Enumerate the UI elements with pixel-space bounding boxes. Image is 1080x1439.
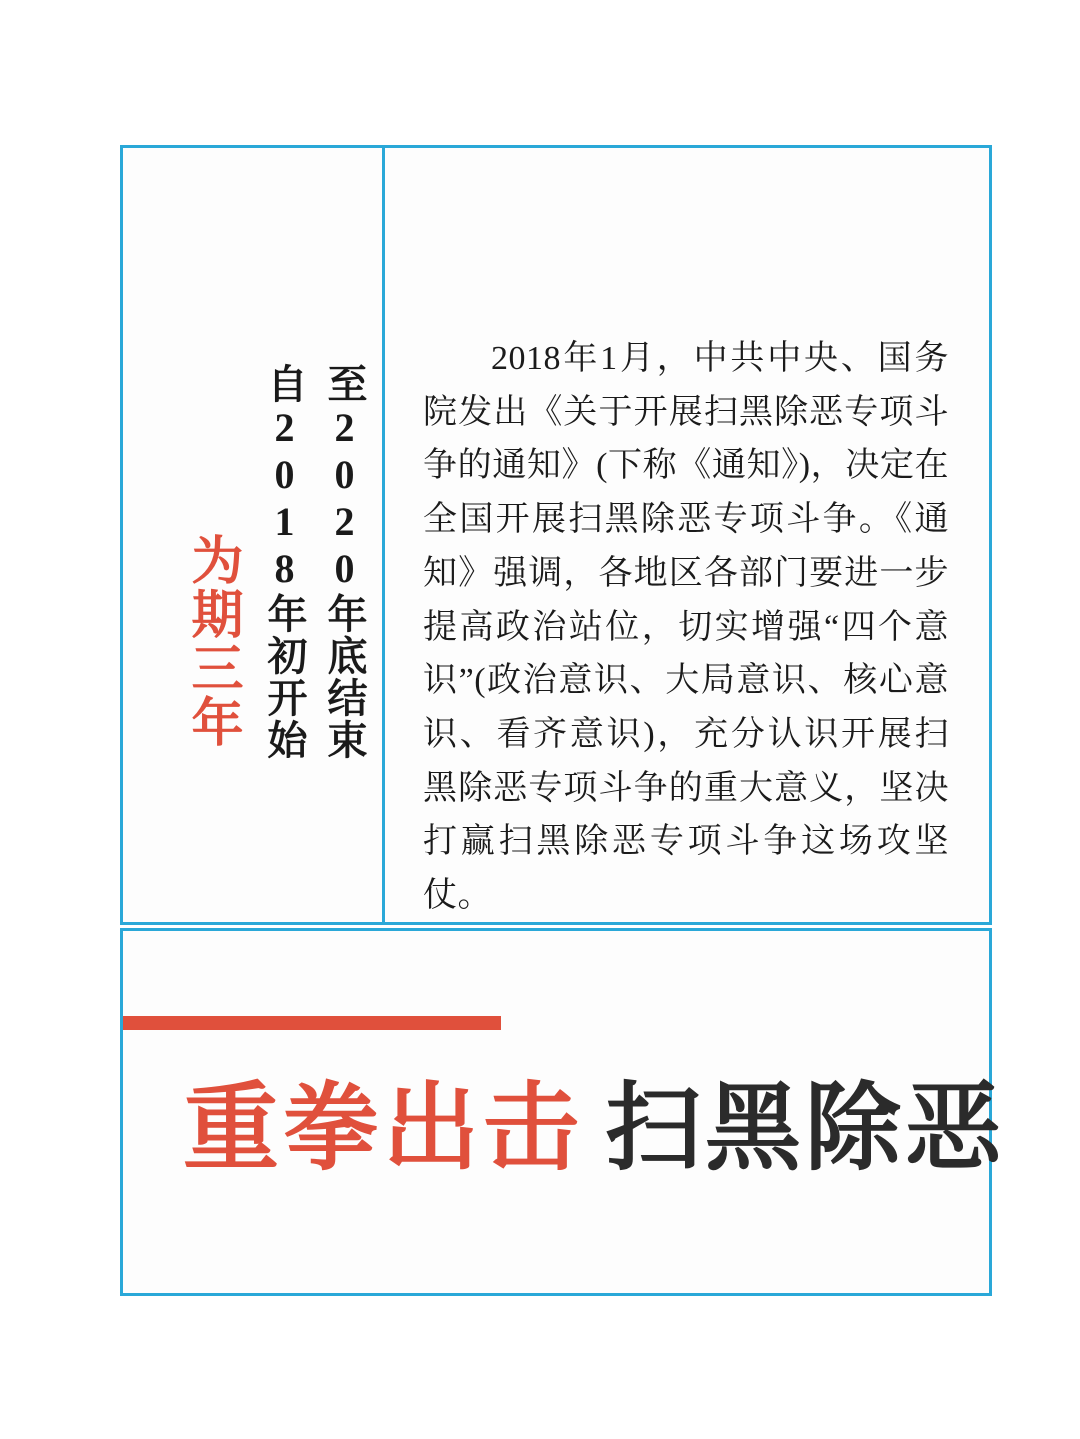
vertical-text-column: [123, 148, 385, 922]
headline-dark-part: 扫黑除恶: [605, 1075, 1005, 1182]
headline-red-part: 重拳出击: [183, 1075, 583, 1182]
body-paragraph: 2018年1月，中共中央、国务院发出《关于开展扫黑除恶专项斗争的通知》(下称《通知》)，决定在全国开展扫黑除恶专项斗争。《通知》强调，各地区各部门要进一步提高政治站位，切实增强“四个意识”(政治意识、大局意识、核心意识、看齐意识)，充分认识开展扫黑除恶专项斗争的重大意义，坚决打赢扫黑除恶专项斗争这场攻坚仗。: [423, 340, 949, 915]
top-panel: [120, 145, 992, 925]
headline: [183, 1075, 1005, 1182]
body-column: [385, 148, 989, 922]
red-rule-divider: [123, 1016, 501, 1030]
vertical-text-end-date: 至2020年底结束: [322, 363, 367, 761]
vertical-text-start-date: 自2018年初开始: [262, 363, 307, 761]
bottom-panel: [120, 928, 1005, 1296]
vertical-text-duration: 为期三年: [183, 533, 240, 749]
